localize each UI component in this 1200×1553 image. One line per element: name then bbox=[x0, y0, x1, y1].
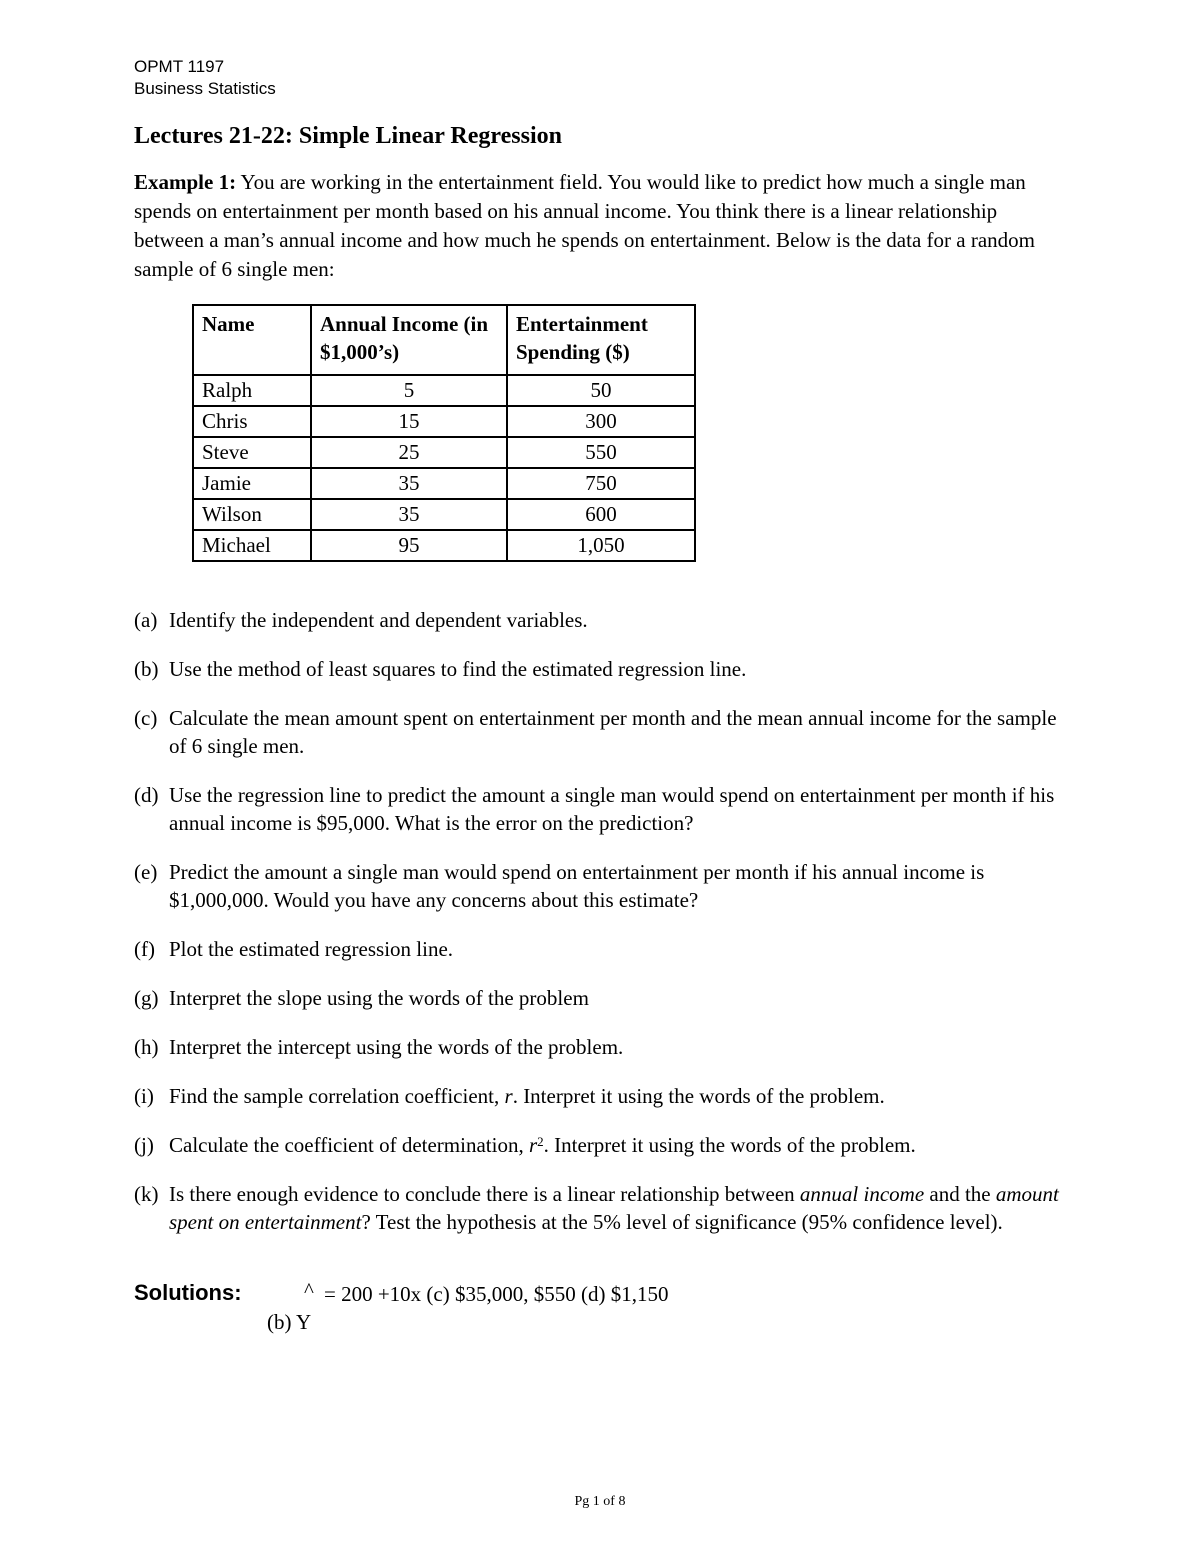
question-text-part: ? Test the hypothesis at the 5% level of significance (95% confidence level). bbox=[361, 1210, 1003, 1234]
italic-annual-income: annual income bbox=[799, 1182, 925, 1206]
cell-name: Chris bbox=[193, 406, 311, 437]
page-number: Pg 1 of 8 bbox=[574, 1494, 626, 1509]
question-label: (a) bbox=[134, 608, 158, 632]
hat-symbol: ^ bbox=[304, 1278, 314, 1302]
question-item bbox=[134, 655, 1074, 683]
cell-income: 15 bbox=[311, 406, 507, 437]
column-header-income: Annual Income (in $1,000’s) bbox=[311, 305, 507, 375]
cell-spending: 550 bbox=[507, 437, 695, 468]
solutions-section bbox=[134, 1280, 1034, 1350]
cell-income: 5 bbox=[311, 375, 507, 406]
solutions-label: Solutions: bbox=[134, 1280, 242, 1305]
question-label: (b) bbox=[134, 657, 159, 681]
table-row bbox=[193, 437, 695, 468]
question-text-part: Find the sample correlation coefficient, bbox=[169, 1084, 505, 1108]
course-subject: Business Statistics bbox=[134, 79, 276, 98]
question-item bbox=[134, 858, 1074, 914]
question-item bbox=[134, 606, 1074, 634]
cell-income: 35 bbox=[311, 468, 507, 499]
document-header bbox=[134, 56, 276, 100]
variable-r: r bbox=[504, 1084, 513, 1108]
question-item bbox=[134, 1180, 1074, 1236]
cell-income: 95 bbox=[311, 530, 507, 561]
superscript-2: 2 bbox=[537, 1134, 544, 1149]
solutions-b-label: (b) Y bbox=[267, 1310, 312, 1334]
cell-name: Michael bbox=[193, 530, 311, 561]
table-row bbox=[193, 530, 695, 561]
question-label: (k) bbox=[134, 1182, 159, 1206]
question-item bbox=[134, 935, 1074, 963]
question-text: Interpret the intercept using the words of the problem. bbox=[169, 1035, 624, 1059]
question-label: (j) bbox=[134, 1133, 154, 1157]
question-text: Identify the independent and dependent variables. bbox=[169, 608, 588, 632]
question-item bbox=[134, 1082, 1074, 1110]
question-label: (f) bbox=[134, 937, 155, 961]
question-text-part: . Interpret it using the words of the problem. bbox=[512, 1084, 885, 1108]
question-text bbox=[169, 1180, 1074, 1236]
question-text: Use the method of least squares to find the estimated regression line. bbox=[169, 657, 747, 681]
cell-name: Steve bbox=[193, 437, 311, 468]
cell-name: Ralph bbox=[193, 375, 311, 406]
data-table bbox=[192, 304, 696, 562]
cell-spending: 300 bbox=[507, 406, 695, 437]
cell-name: Jamie bbox=[193, 468, 311, 499]
question-text bbox=[169, 1131, 1074, 1159]
question-text: Predict the amount a single man would spend on entertainment per month if his annual income is $1,000,000. Would you have any concerns about this estimate? bbox=[169, 860, 985, 912]
cell-spending: 600 bbox=[507, 499, 695, 530]
table-header-row bbox=[193, 305, 695, 375]
example-intro bbox=[134, 168, 1064, 284]
question-item bbox=[134, 781, 1074, 837]
cell-income: 25 bbox=[311, 437, 507, 468]
table-row bbox=[193, 468, 695, 499]
cell-spending: 1,050 bbox=[507, 530, 695, 561]
example-text: You are working in the entertainment field. You would like to predict how much a single man spends on entertainment per month based on his annual income. You think there is a linear relationship between a man’s annual income and how much he spends on entertainment. Below is the data for a random sample of 6 single men: bbox=[134, 170, 1035, 281]
question-text bbox=[169, 1082, 1074, 1110]
solutions-answers: = 200 +10x (c) $35,000, $550 (d) $1,150 bbox=[324, 1282, 669, 1306]
question-text: Interpret the slope using the words of the problem bbox=[169, 986, 589, 1010]
question-item bbox=[134, 984, 1074, 1012]
cell-spending: 50 bbox=[507, 375, 695, 406]
page-title: Lectures 21-22: Simple Linear Regression bbox=[134, 123, 562, 149]
question-item bbox=[134, 1033, 1074, 1061]
column-header-name: Name bbox=[193, 305, 311, 375]
question-text-part: and the bbox=[924, 1182, 996, 1206]
variable-r: r bbox=[528, 1133, 538, 1157]
question-item bbox=[134, 1131, 1074, 1159]
question-text-part: Calculate the coefficient of determination, bbox=[169, 1133, 529, 1157]
question-text-part: . Interpret it using the words of the problem. bbox=[543, 1133, 916, 1157]
question-label: (g) bbox=[134, 986, 159, 1010]
column-header-spending: Entertainment Spending ($) bbox=[507, 305, 695, 375]
question-label: (c) bbox=[134, 706, 158, 730]
question-item bbox=[134, 704, 1074, 760]
question-text: Use the regression line to predict the amount a single man would spend on entertainment per month if his annual income is $95,000. What is the error on the prediction? bbox=[169, 783, 1055, 835]
table-row bbox=[193, 375, 695, 406]
table-row bbox=[193, 499, 695, 530]
table-row bbox=[193, 406, 695, 437]
course-code: OPMT 1197 bbox=[134, 57, 225, 76]
question-list bbox=[134, 606, 1074, 1257]
cell-spending: 750 bbox=[507, 468, 695, 499]
question-text: Plot the estimated regression line. bbox=[169, 937, 454, 961]
question-label: (i) bbox=[134, 1084, 154, 1108]
cell-name: Wilson bbox=[193, 499, 311, 530]
question-label: (e) bbox=[134, 860, 158, 884]
question-label: (h) bbox=[134, 1035, 159, 1059]
italic-amount-spent: amount spent on entertainment bbox=[169, 1182, 1059, 1234]
cell-income: 35 bbox=[311, 499, 507, 530]
question-text-part: Is there enough evidence to conclude there is a linear relationship between bbox=[169, 1182, 800, 1206]
question-text: Calculate the mean amount spent on entertainment per month and the mean annual income for the sample of 6 single men. bbox=[169, 706, 1057, 758]
question-label: (d) bbox=[134, 783, 159, 807]
example-label: Example 1: bbox=[134, 170, 237, 194]
